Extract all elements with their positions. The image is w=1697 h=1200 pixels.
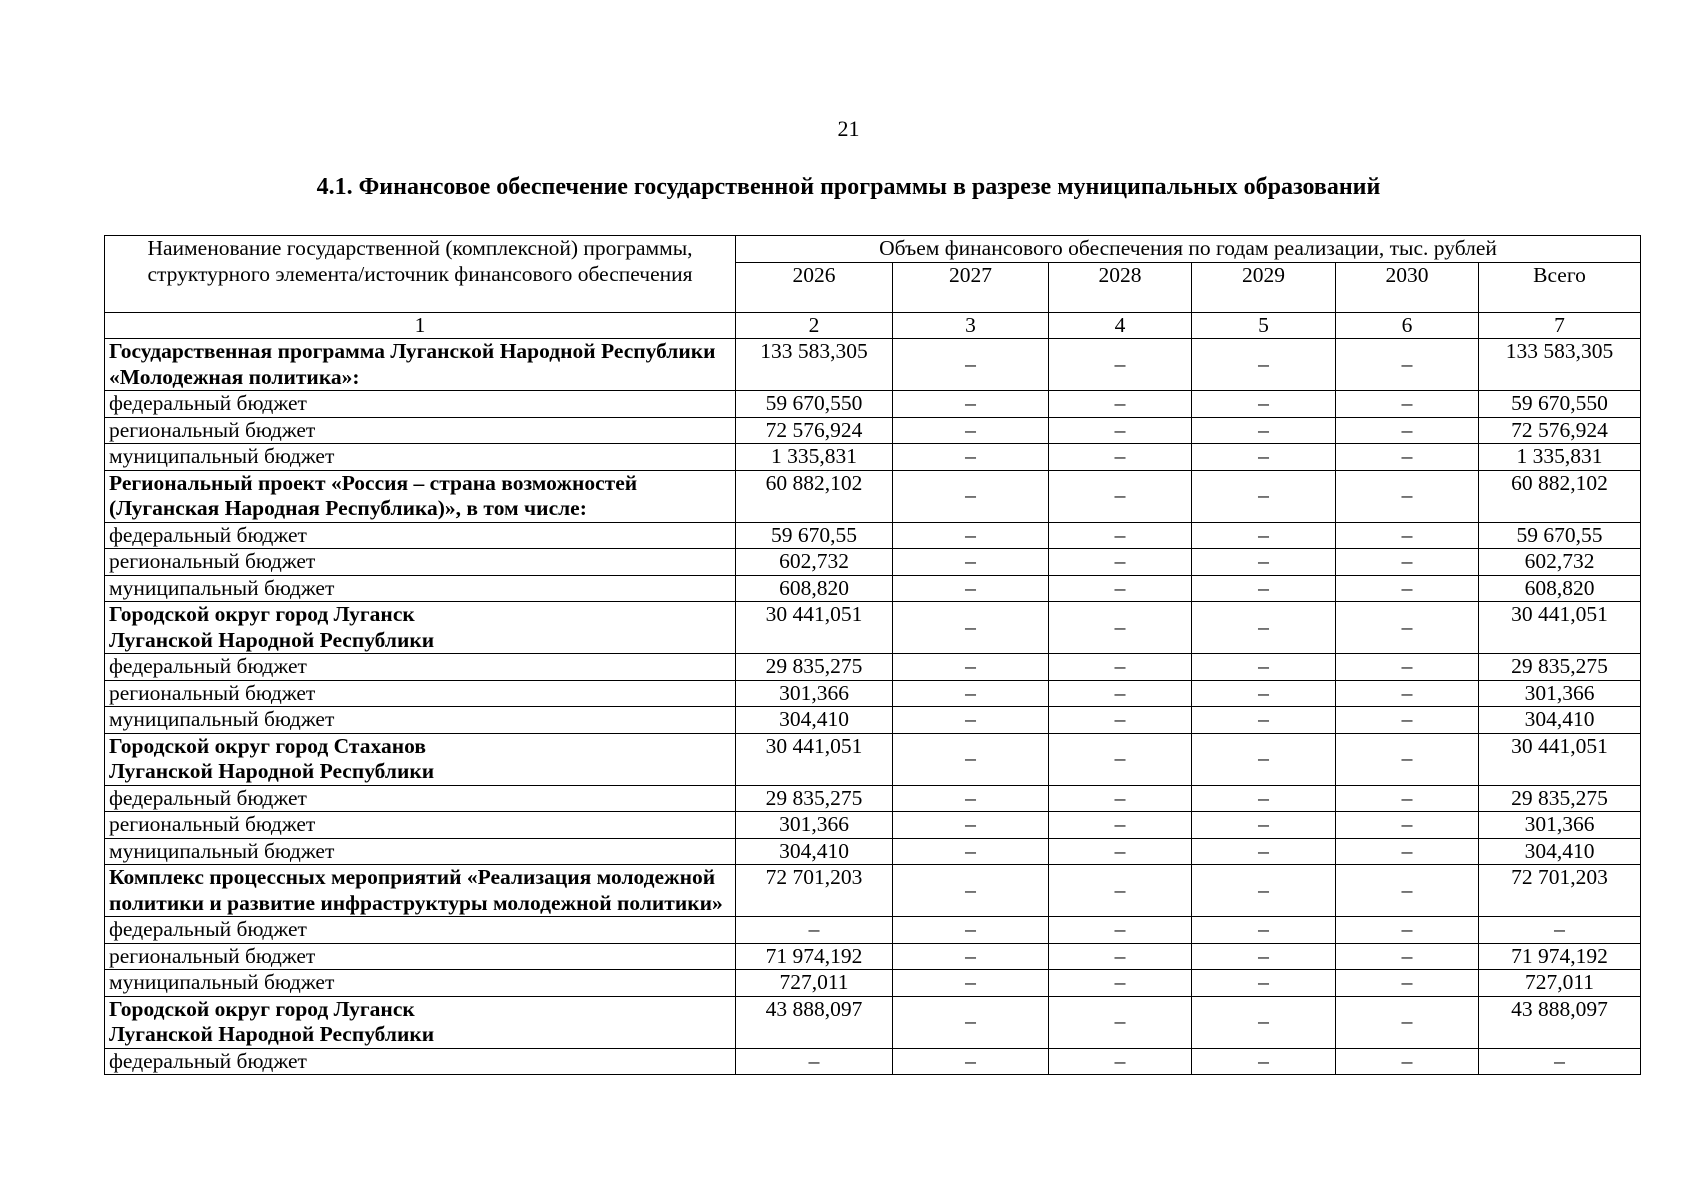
column-number: 3 xyxy=(893,312,1049,339)
funding-source-name: региональный бюджет xyxy=(105,812,736,839)
funding-source-name: региональный бюджет xyxy=(105,417,736,444)
year-value: – xyxy=(893,1048,1049,1075)
year-value: – xyxy=(736,917,893,944)
year-value: – xyxy=(1336,812,1479,839)
year-value: 602,732 xyxy=(736,549,893,576)
year-value: 72 576,924 xyxy=(736,417,893,444)
year-value: – xyxy=(1336,943,1479,970)
financing-table xyxy=(104,235,1641,1075)
year-value: – xyxy=(893,444,1049,471)
year-value: – xyxy=(1049,522,1192,549)
year-value: – xyxy=(1192,1048,1336,1075)
year-value: – xyxy=(1336,917,1479,944)
year-value: – xyxy=(893,339,1049,391)
year-value: – xyxy=(1192,444,1336,471)
year-value: – xyxy=(893,417,1049,444)
funding-source-name: муниципальный бюджет xyxy=(105,444,736,471)
year-value: 59 670,55 xyxy=(736,522,893,549)
year-value: 304,410 xyxy=(736,707,893,734)
source-row xyxy=(105,838,1641,865)
column-number: 4 xyxy=(1049,312,1192,339)
year-value: – xyxy=(1192,707,1336,734)
year-value: – xyxy=(1192,733,1336,785)
total-value: 301,366 xyxy=(1479,680,1641,707)
year-value: 60 882,102 xyxy=(736,470,893,522)
year-value: – xyxy=(1049,470,1192,522)
page-number: 21 xyxy=(837,116,860,141)
source-row xyxy=(105,549,1641,576)
year-value: – xyxy=(1049,444,1192,471)
source-row xyxy=(105,522,1641,549)
section-title: 4.1. Финансовое обеспечение государственной программы в разрезе муниципальных образований xyxy=(316,174,1381,200)
year-value: – xyxy=(1049,707,1192,734)
year-value: 30 441,051 xyxy=(736,733,893,785)
year-value: – xyxy=(1049,996,1192,1048)
year-value: – xyxy=(1336,339,1479,391)
year-value: – xyxy=(1336,417,1479,444)
total-value: 60 882,102 xyxy=(1479,470,1641,522)
section-name: Городской округ город Стаханов Луганской Народной Республики xyxy=(105,733,736,785)
year-value: – xyxy=(1192,654,1336,681)
year-value: – xyxy=(1049,785,1192,812)
total-value: – xyxy=(1479,917,1641,944)
header-year-2028: 2028 xyxy=(1049,262,1192,312)
funding-source-name: федеральный бюджет xyxy=(105,391,736,418)
year-value: – xyxy=(1049,1048,1192,1075)
total-value: 72 701,203 xyxy=(1479,865,1641,917)
funding-source-name: федеральный бюджет xyxy=(105,785,736,812)
year-value: – xyxy=(1192,838,1336,865)
section-name: Государственная программа Луганской Народной Республики «Молодежная политика»: xyxy=(105,339,736,391)
header-volume-column: Объем финансового обеспечения по годам реализации, тыс. рублей xyxy=(736,236,1641,263)
total-value: 602,732 xyxy=(1479,549,1641,576)
year-value: – xyxy=(1192,680,1336,707)
source-row xyxy=(105,680,1641,707)
year-value: – xyxy=(1192,339,1336,391)
header-year-2029: 2029 xyxy=(1192,262,1336,312)
section-name: Региональный проект «Россия – страна возможностей (Луганская Народная Республика)», в том числе: xyxy=(105,470,736,522)
year-value: 133 583,305 xyxy=(736,339,893,391)
year-value: 29 835,275 xyxy=(736,785,893,812)
year-value: – xyxy=(1049,417,1192,444)
year-value: – xyxy=(893,785,1049,812)
year-value: – xyxy=(1336,549,1479,576)
year-value: – xyxy=(1336,865,1479,917)
year-value: 71 974,192 xyxy=(736,943,893,970)
section-row xyxy=(105,470,1641,522)
year-value: – xyxy=(1336,838,1479,865)
total-value: 72 576,924 xyxy=(1479,417,1641,444)
column-number: 6 xyxy=(1336,312,1479,339)
column-number: 7 xyxy=(1479,312,1641,339)
year-value: – xyxy=(1192,943,1336,970)
year-value: – xyxy=(1049,943,1192,970)
year-value: – xyxy=(1049,680,1192,707)
funding-source-name: региональный бюджет xyxy=(105,549,736,576)
year-value: – xyxy=(1192,785,1336,812)
section-row xyxy=(105,996,1641,1048)
section-row xyxy=(105,733,1641,785)
year-value: – xyxy=(1336,522,1479,549)
year-value: – xyxy=(893,549,1049,576)
total-value: 43 888,097 xyxy=(1479,996,1641,1048)
year-value: 727,011 xyxy=(736,970,893,997)
source-row xyxy=(105,417,1641,444)
section-row xyxy=(105,865,1641,917)
year-value: – xyxy=(1049,602,1192,654)
year-value: – xyxy=(1192,549,1336,576)
year-value: – xyxy=(893,996,1049,1048)
year-value: – xyxy=(1336,733,1479,785)
year-value: – xyxy=(1336,391,1479,418)
year-value: – xyxy=(1049,575,1192,602)
year-value: 43 888,097 xyxy=(736,996,893,1048)
header-year-2027: 2027 xyxy=(893,262,1049,312)
year-value: – xyxy=(1049,865,1192,917)
year-value: 30 441,051 xyxy=(736,602,893,654)
year-value: – xyxy=(1192,812,1336,839)
total-value: 59 670,55 xyxy=(1479,522,1641,549)
year-value: – xyxy=(1049,812,1192,839)
year-value: – xyxy=(1049,917,1192,944)
funding-source-name: региональный бюджет xyxy=(105,943,736,970)
year-value: – xyxy=(1336,444,1479,471)
year-value: – xyxy=(1049,549,1192,576)
year-value: – xyxy=(893,812,1049,839)
funding-source-name: муниципальный бюджет xyxy=(105,575,736,602)
source-row xyxy=(105,575,1641,602)
year-value: – xyxy=(1336,654,1479,681)
year-value: 301,366 xyxy=(736,680,893,707)
funding-source-name: муниципальный бюджет xyxy=(105,970,736,997)
year-value: – xyxy=(1192,996,1336,1048)
section-row xyxy=(105,602,1641,654)
total-value: 59 670,550 xyxy=(1479,391,1641,418)
section-name: Городской округ город Луганск Луганской Народной Республики xyxy=(105,602,736,654)
total-value: 304,410 xyxy=(1479,838,1641,865)
source-row xyxy=(105,391,1641,418)
header-year-2030: 2030 xyxy=(1336,262,1479,312)
year-value: 29 835,275 xyxy=(736,654,893,681)
section-name: Городской округ город Луганск Луганской Народной Республики xyxy=(105,996,736,1048)
year-value: – xyxy=(893,838,1049,865)
year-value: – xyxy=(893,865,1049,917)
source-row xyxy=(105,1048,1641,1075)
year-value: – xyxy=(1336,996,1479,1048)
section-name: Комплекс процессных мероприятий «Реализация молодежной политики и развитие инфраструктуры молодежной политики» xyxy=(105,865,736,917)
total-value: 71 974,192 xyxy=(1479,943,1641,970)
year-value: 608,820 xyxy=(736,575,893,602)
year-value: 1 335,831 xyxy=(736,444,893,471)
funding-source-name: муниципальный бюджет xyxy=(105,707,736,734)
funding-source-name: федеральный бюджет xyxy=(105,1048,736,1075)
total-value: – xyxy=(1479,1048,1641,1075)
year-value: – xyxy=(1192,865,1336,917)
year-value: – xyxy=(893,391,1049,418)
year-value: – xyxy=(893,680,1049,707)
total-value: 608,820 xyxy=(1479,575,1641,602)
year-value: – xyxy=(893,522,1049,549)
year-value: – xyxy=(1192,417,1336,444)
year-value: – xyxy=(1336,470,1479,522)
year-value: – xyxy=(1049,654,1192,681)
year-value: – xyxy=(893,602,1049,654)
total-value: 29 835,275 xyxy=(1479,654,1641,681)
source-row xyxy=(105,707,1641,734)
year-value: – xyxy=(893,917,1049,944)
header-year-2026: 2026 xyxy=(736,262,893,312)
funding-source-name: федеральный бюджет xyxy=(105,654,736,681)
year-value: – xyxy=(1336,680,1479,707)
source-row xyxy=(105,444,1641,471)
source-row xyxy=(105,812,1641,839)
year-value: – xyxy=(893,470,1049,522)
year-value: – xyxy=(1049,733,1192,785)
year-value: 72 701,203 xyxy=(736,865,893,917)
source-row xyxy=(105,943,1641,970)
year-value: – xyxy=(1049,391,1192,418)
total-value: 727,011 xyxy=(1479,970,1641,997)
source-row xyxy=(105,917,1641,944)
year-value: – xyxy=(893,943,1049,970)
year-value: – xyxy=(1049,838,1192,865)
year-value: – xyxy=(1336,1048,1479,1075)
header-name-column: Наименование государственной (комплексной) программы, структурного элемента/источник финансового обеспечения xyxy=(105,236,736,313)
funding-source-name: муниципальный бюджет xyxy=(105,838,736,865)
column-number: 2 xyxy=(736,312,893,339)
total-value: 301,366 xyxy=(1479,812,1641,839)
year-value: – xyxy=(1336,970,1479,997)
year-value: – xyxy=(1192,391,1336,418)
total-value: 133 583,305 xyxy=(1479,339,1641,391)
year-value: – xyxy=(1192,602,1336,654)
year-value: – xyxy=(893,654,1049,681)
year-value: – xyxy=(893,707,1049,734)
year-value: – xyxy=(893,733,1049,785)
total-value: 304,410 xyxy=(1479,707,1641,734)
source-row xyxy=(105,970,1641,997)
funding-source-name: региональный бюджет xyxy=(105,680,736,707)
source-row xyxy=(105,785,1641,812)
year-value: – xyxy=(1336,707,1479,734)
column-number: 1 xyxy=(105,312,736,339)
total-value: 1 335,831 xyxy=(1479,444,1641,471)
year-value: 304,410 xyxy=(736,838,893,865)
year-value: – xyxy=(1336,785,1479,812)
funding-source-name: федеральный бюджет xyxy=(105,917,736,944)
year-value: – xyxy=(1336,602,1479,654)
source-row xyxy=(105,654,1641,681)
year-value: – xyxy=(1192,522,1336,549)
year-value: 301,366 xyxy=(736,812,893,839)
column-number: 5 xyxy=(1192,312,1336,339)
year-value: – xyxy=(1336,575,1479,602)
year-value: – xyxy=(1192,575,1336,602)
year-value: – xyxy=(893,575,1049,602)
year-value: – xyxy=(1049,339,1192,391)
funding-source-name: федеральный бюджет xyxy=(105,522,736,549)
year-value: – xyxy=(1192,970,1336,997)
total-value: 29 835,275 xyxy=(1479,785,1641,812)
year-value: – xyxy=(1192,470,1336,522)
year-value: – xyxy=(1192,917,1336,944)
header-total: Всего xyxy=(1479,262,1641,312)
total-value: 30 441,051 xyxy=(1479,733,1641,785)
year-value: – xyxy=(1049,970,1192,997)
year-value: – xyxy=(736,1048,893,1075)
section-row xyxy=(105,339,1641,391)
total-value: 30 441,051 xyxy=(1479,602,1641,654)
year-value: 59 670,550 xyxy=(736,391,893,418)
year-value: – xyxy=(893,970,1049,997)
